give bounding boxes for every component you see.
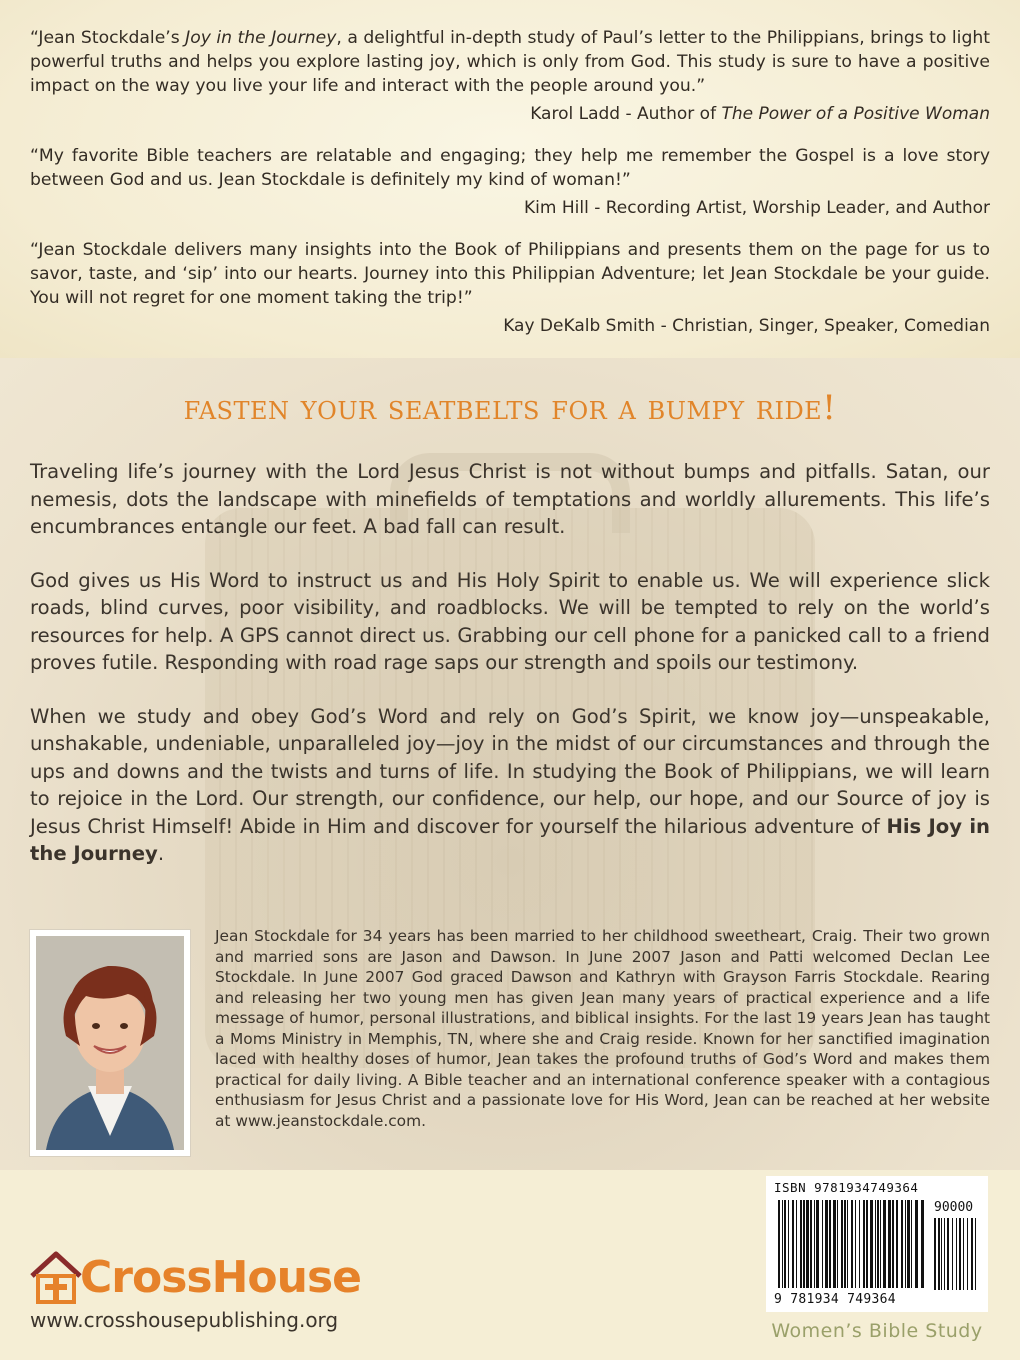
author-portrait-image bbox=[36, 936, 184, 1150]
barcode-bar bbox=[796, 1200, 797, 1288]
barcode-addon-bar bbox=[941, 1218, 942, 1290]
barcode-bar bbox=[782, 1200, 783, 1288]
quote-text: “Jean Stockdale delivers many insights into the Book of Philippians and presents them on the page for us to savor, taste, and ‘sip’ into our hearts. Journey into this Philippian Adventure; let Jean Stockdale be your guide. You will not regret for one moment taking the trip!” bbox=[30, 240, 990, 308]
quote-attribution: Kay DeKalb Smith - Christian, Singer, Speaker, Comedian bbox=[503, 316, 990, 336]
barcode-bar bbox=[905, 1200, 906, 1288]
barcode-addon-bar bbox=[959, 1218, 961, 1290]
barcode-bar bbox=[915, 1200, 918, 1288]
barcode-bar bbox=[880, 1200, 881, 1288]
description-section bbox=[0, 358, 1020, 1170]
barcode-bar bbox=[851, 1200, 853, 1288]
endorsement-quote bbox=[30, 238, 990, 338]
barcode-bar bbox=[855, 1200, 856, 1288]
barcode-addon-bar bbox=[963, 1218, 964, 1290]
barcode-bar bbox=[847, 1200, 848, 1288]
barcode-digits: 9 781934 749364 bbox=[774, 1292, 896, 1307]
cover-footer bbox=[0, 1170, 1020, 1360]
barcode-bar bbox=[784, 1200, 786, 1288]
barcode-addon-bar bbox=[975, 1218, 976, 1290]
description-paragraph: When we study and obey God’s Word and rely on God’s Spirit, we know joy—unspeakable, unshakable, undeniable, unparalleled joy—joy in the midst of our circumstances and through the ups and downs and the twists and turns of life. In studying the Book of Philippians, we will learn to rejoice in the Lord. Our strength, our confidence, our help, our hope, and our Source of joy is Jesus Christ Himself! Abide in Him and discover for yourself the hilarious adventure of His Joy in the Journey. bbox=[30, 704, 990, 865]
barcode-bar bbox=[837, 1200, 838, 1288]
barcode-bar bbox=[816, 1200, 819, 1288]
barcode-bar bbox=[911, 1200, 912, 1288]
barcode-addon-bar bbox=[956, 1218, 957, 1290]
quote-attribution: Karol Ladd - Author of The Power of a Positive Woman bbox=[530, 104, 990, 124]
barcode-addon-bar bbox=[934, 1218, 936, 1290]
endorsement-quote bbox=[30, 144, 990, 220]
barcode-addon-bar bbox=[947, 1218, 949, 1290]
barcode-bar bbox=[814, 1200, 815, 1288]
description-paragraph: God gives us His Word to instruct us and His Holy Spirit to enable us. We will experience slick roads, blind curves, poor visibility, and roadblocks. We will be tempted to rely on the world’s resources for help. A GPS cannot direct us. Grabbing our cell phone for a panicked call to a friend proves futile. Responding with road rage saps our strength and spoils our testimony. bbox=[30, 568, 990, 674]
barcode-bar bbox=[888, 1200, 891, 1288]
author-bio: Jean Stockdale for 34 years has been married to her childhood sweetheart, Craig. Their two grown and married sons are Jason and Dawson. In June 2007 Jason and Patti welcomed Declan Lee Stockdale. In June 2007 God graced Dawson and Kathryn with Grayson Farris Stockdale. Rearing and releasing her two young men has given Jean many years of practical experience and a life message of humor, personal illustrations, and biblical insights. For the last 19 years Jean has taught a Moms Ministry in Memphis, TN, where she and Craig reside. Known for her sanctified imagination laced with healthy doses of humor, Jean takes the profound truths of God’s Word and makes them practical for daily living. A Bible teacher and an international conference speaker with a contagious enthusiasm for Jesus Christ and a passionate love for His Word, Jean can be reached at her website at www.jeanstockdale.com. bbox=[215, 927, 990, 1130]
barcode-bar bbox=[907, 1200, 910, 1288]
barcode-addon-number: 90000 bbox=[934, 1200, 974, 1215]
book-title-emphasis: His Joy in the Journey bbox=[30, 814, 990, 865]
barcode-addon-bar bbox=[952, 1218, 953, 1290]
endorsement-quote bbox=[30, 26, 990, 126]
barcode-bar bbox=[803, 1200, 805, 1288]
publisher-logo bbox=[30, 1250, 390, 1332]
barcode-bar bbox=[883, 1200, 886, 1288]
barcode-bar bbox=[788, 1200, 789, 1288]
barcode-bar bbox=[892, 1200, 894, 1288]
barcode-bar bbox=[859, 1200, 860, 1288]
publisher-name: CrossHouse bbox=[80, 1252, 362, 1303]
barcode-bar bbox=[921, 1200, 924, 1288]
barcode-addon-bar bbox=[938, 1218, 940, 1290]
book-category: Women’s Bible Study bbox=[771, 1320, 983, 1342]
description-body bbox=[30, 458, 990, 894]
isbn-label: ISBN 9781934749364 bbox=[774, 1180, 919, 1195]
barcode-bar bbox=[792, 1200, 794, 1288]
barcode-addon-bar bbox=[944, 1218, 945, 1290]
barcode-bar bbox=[800, 1200, 802, 1288]
barcode-bar bbox=[822, 1200, 823, 1288]
publisher-url: www.crosshousepublishing.org bbox=[30, 1308, 339, 1332]
quote-attribution: Kim Hill - Recording Artist, Worship Leader, and Author bbox=[524, 198, 990, 218]
endorsements-section bbox=[0, 0, 1020, 358]
quote-text: “My favorite Bible teachers are relatable and engaging; they help me remember the Gospel is a love story between God and us. Jean Stockdale is definitely my kind of woman!” bbox=[30, 146, 990, 190]
description-paragraph: Traveling life’s journey with the Lord Jesus Christ is not without bumps and pitfalls. Satan, our nemesis, dots the landscape with minefields of temptations and worldly allurements. This life’s encumbrances entangle our feet. A bad fall can result. bbox=[30, 460, 990, 538]
barcode-bar bbox=[825, 1200, 828, 1288]
quote-text: “Jean Stockdale’s Joy in the Journey, a delightful in-depth study of Paul’s letter to the Philippians, brings to light powerful truths and helps you explore lasting joy, which is only from God. This study is sure to have a positive impact on the way you live your life and interact with the people around you.” bbox=[30, 28, 990, 96]
barcode-addon-bar bbox=[967, 1218, 968, 1290]
author-photo bbox=[30, 930, 190, 1156]
barcode-bar bbox=[875, 1200, 876, 1288]
barcode-bar bbox=[806, 1200, 809, 1288]
barcode-bar bbox=[870, 1200, 873, 1288]
barcode-bar bbox=[841, 1200, 843, 1288]
isbn-barcode bbox=[766, 1176, 988, 1312]
barcode-bar bbox=[778, 1200, 780, 1288]
barcode-addon-bar bbox=[971, 1218, 973, 1290]
barcode-bar bbox=[896, 1200, 898, 1288]
barcode-bar bbox=[863, 1200, 865, 1288]
barcode-bar bbox=[844, 1200, 846, 1288]
barcode-bar bbox=[833, 1200, 836, 1288]
barcode-bar bbox=[877, 1200, 879, 1288]
barcode-bar bbox=[829, 1200, 831, 1288]
barcode-bar bbox=[901, 1200, 903, 1288]
barcode-bar bbox=[866, 1200, 868, 1288]
tagline-heading: fasten your seatbelts for a bumpy ride! bbox=[183, 388, 837, 428]
barcode-bar bbox=[810, 1200, 812, 1288]
house-cross-icon bbox=[30, 1250, 82, 1312]
